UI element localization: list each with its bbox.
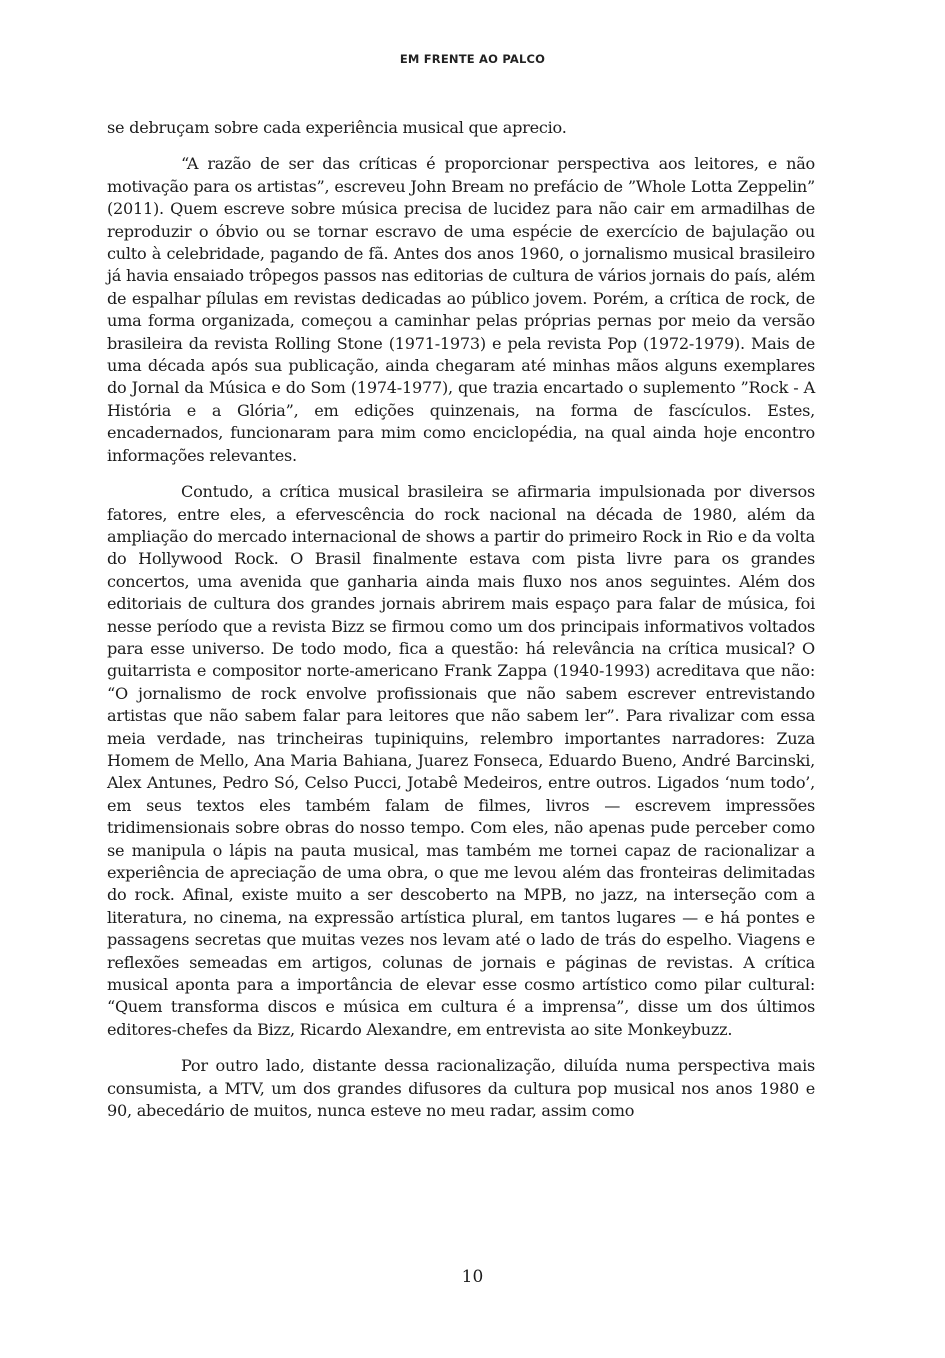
page-number: 10 [461, 1267, 484, 1287]
paragraph: Por outro lado, distante dessa racionalização, diluída numa perspectiva mais consumista, a MTV, um dos grandes difusores da cultura pop musical nos anos 1980 e 90, abecedário de muitos, nunca esteve no meu radar, assim como [107, 1056, 815, 1121]
paragraph: Contudo, a crítica musical brasileira se afirmaria impulsionada por diversos fatores, entre eles, a efervescência do rock nacional na década de 1980, além da ampliação do mercado internacional de shows a partir do primeiro Rock in Rio e da volta do Hollywood Rock. O Brasil finalmente estava com pista livre para os grandes concertos, uma avenida que ganharia ainda mais fluxo nos anos seguintes. Além dos editoriais de cultura dos grandes jornais abrirem mais espaço para falar de música, foi nesse período que a revista Bizz se firmou como um dos principais informativos voltados para esse universo. De todo modo, fica a questão: há relevância na crítica musical? O guitarrista e compositor norte-americano Frank Zappa (1940-1993) acreditava que não: “O jornalismo de rock envolve profissionais que não sabem escrever entrevistando artistas que não sabem falar para leitores que não sabem ler”. Para rivalizar com essa meia verdade, nas trincheiras tupiniquins, relembro importantes narradores: Zuza Homem de Mello, Ana Maria Bahiana, Juarez Fonseca, Eduardo Bueno, André Barcinski, Alex Antunes, Pedro Só, Celso Pucci, Jotabê Medeiros, entre outros. Ligados ‘num todo’, em seus textos eles também falam de filmes, livros — escrevem impressões tridimensionais sobre obras do nosso tempo. Com eles, não apenas pude perceber como se manipula o lápis na pauta musical, mas também me tornei capaz de racionalizar a experiência de apreciação de uma obra, o que me levou além das fronteiras delimitadas do rock. Afinal, existe muito a ser descoberto na MPB, no jazz, na interseção com a literatura, no cinema, na expressão artística plural, em tantos lugares — e há pontes e passagens secretas que muitas vezes nos levam até o lado de trás do espelho. Viagens e reflexões semeadas em artigos, colunas de jornais e páginas de revistas. A crítica musical aponta para a importância de elevar esse cosmo artístico como pilar cultural: “Quem transforma discos e música em cultura é a imprensa”, disse um dos últimos editores-chefes da Bizz, Ricardo Alexandre, em entrevista ao site Monkeybuzz. [107, 482, 815, 1039]
running-header: EM FRENTE AO PALCO [399, 52, 546, 66]
paragraph: “A razão de ser das críticas é proporcionar perspectiva aos leitores, e não motivação para os artistas”, escreveu John Bream no prefácio de ”Whole Lotta Zeppelin” (2011). Quem escreve sobre música precisa de lucidez para não cair em armadilhas de reproduzir o óbvio ou se tornar escravo de uma espécie de exercício de bajulação ou culto à celebridade, pagando de fã. Antes dos anos 1960, o jornalismo musical brasileiro já havia ensaiado trôpegos passos nas editorias de cultura de vários jornais do país, além de espalhar pílulas em revistas dedicadas ao público jovem. Porém, a crítica de rock, de uma forma organizada, começou a caminhar pelas próprias pernas por meio da versão brasileira da revista Rolling Stone (1971-1973) e pela revista Pop (1972-1979). Mais de uma década após sua publicação, ainda chegaram até minhas mãos alguns exemplares do Jornal da Música e do Som (1974-1977), que trazia encartado o suplemento ”Rock - A História e a Glória”, em edições quinzenais, na forma de fascículos. Estes, encadernados, funcionaram para mim como enciclopédia, na qual ainda hoje encontro informações relevantes. [107, 154, 815, 465]
paragraph-continuation: se debruçam sobre cada experiência musical que aprecio. [107, 118, 567, 137]
body-text [107, 117, 815, 1136]
